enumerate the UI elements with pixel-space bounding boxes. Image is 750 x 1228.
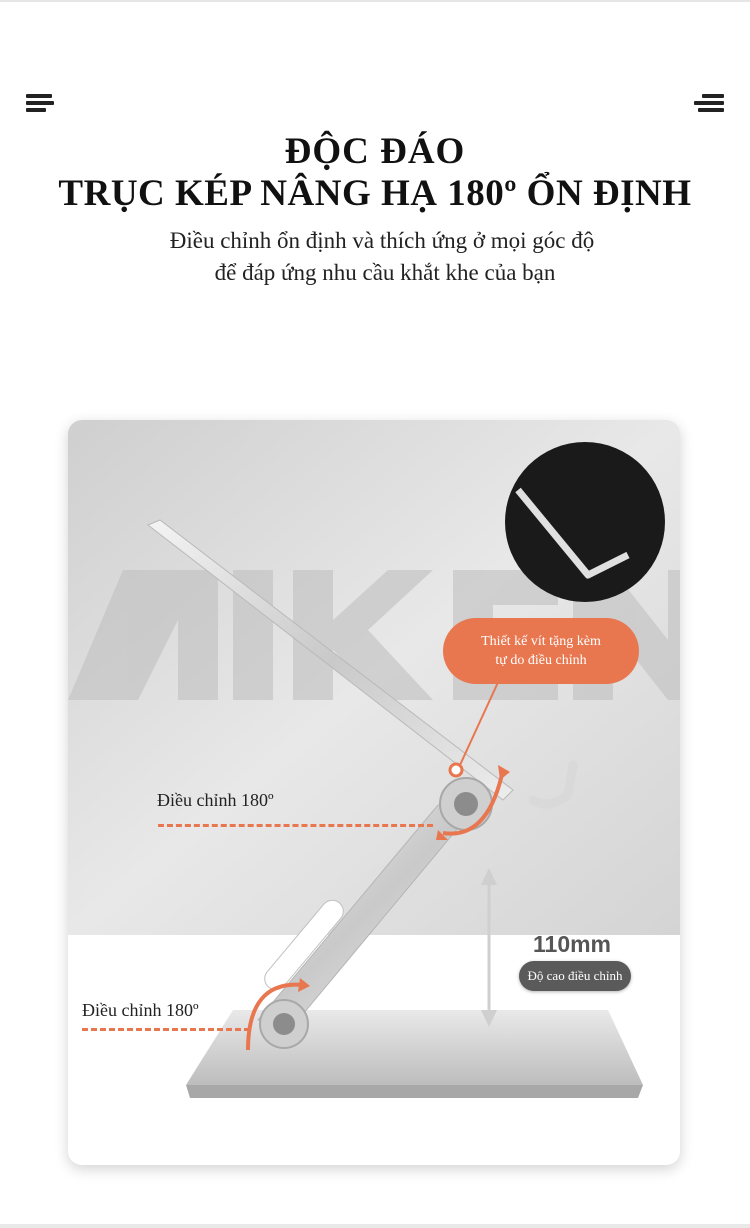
height-value: 110mm [533,931,612,957]
height-badge: Độ cao điều chỉnh [519,961,631,991]
subheading-line-2: để đáp ứng nhu cầu khắt khe của bạn [214,260,556,285]
heading-line-1: ĐỘC ĐÁO [284,131,466,172]
subheading-line-1: Điều chỉnh ổn định và thích ứng ở mọi góc độ [169,228,595,253]
angle-leader-bottom [82,1028,250,1031]
bottom-divider [0,1224,750,1228]
top-divider [0,0,750,2]
angle-label-top: Điều chỉnh 180º [157,790,274,810]
callout-line-2: tự do điều chỉnh [495,653,587,668]
hamburger-menu-icon[interactable] [26,94,54,112]
allen-key-inset [505,442,665,602]
screw-callout [443,618,639,684]
angle-label-bottom: Điều chỉnh 180º [82,1000,199,1020]
callout-line-1: Thiết kế vít tặng kèm [481,634,601,649]
angle-leader-top [158,824,433,827]
hamburger-menu-icon[interactable] [694,94,724,112]
heading-line-2: TRỤC KÉP NÂNG HẠ 180º ỔN ĐỊNH [58,173,692,214]
